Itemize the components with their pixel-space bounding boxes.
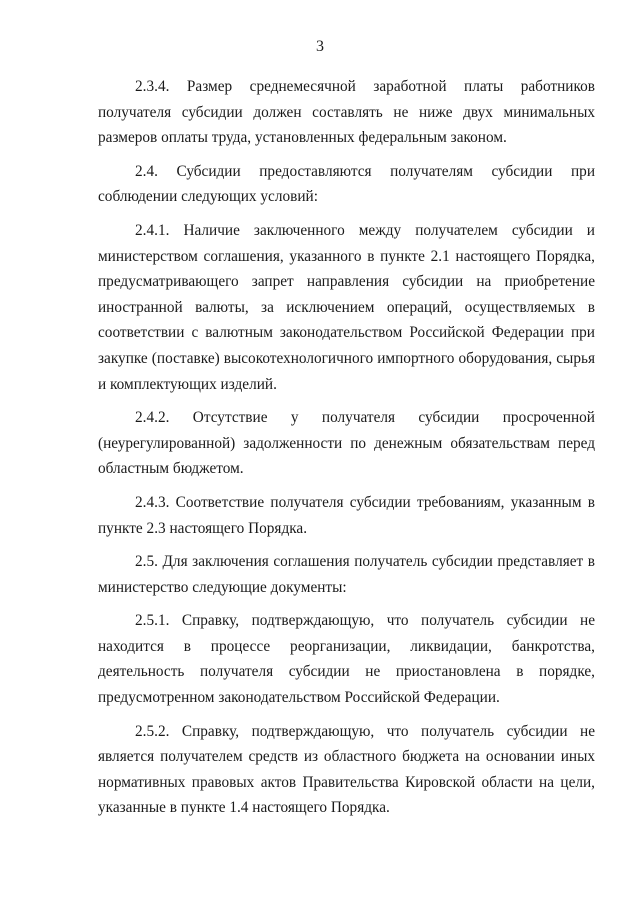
paragraph-2-4-3: 2.4.3. Соответствие получателя субсидии требованиям, указанным в пункте 2.3 настоящего Порядка. [98, 493, 595, 537]
paragraph-2-4-2: 2.4.2. Отсутствие у получателя субсидии просроченной (неурегулированной) задолженности по денежным обязательствам перед областным бюджетом. [98, 409, 595, 478]
paragraph-2-5-2: 2.5.2. Справку, подтверждающую, что получатель субсидии не является получателем средств из областного бюджета на основании иных нормативных правовых актов Правительства Кировской области на цели, указанные в пункте 1.4 настоящего Порядка. [98, 722, 595, 817]
paragraph-2-4: 2.4. Субсидии предоставляются получателям субсидии при соблюдении следующих условий: [98, 162, 595, 206]
paragraph-2-4-1: 2.4.1. Наличие заключенного между получателем субсидии и министерством соглашения, указанного в пункте 2.1 настоящего Порядка, предусматривающего запрет направления субсидии на приобретение иностранной валюты, за исключением операций, осуществляемых в соответствии с валютным законодательством Российской Федерации при закупке (поставке) высокотехнологичного импортного оборудования, сырья и комплектующих изделий. [98, 221, 595, 393]
paragraph-2-5-1: 2.5.1. Справку, подтверждающую, что получатель субсидии не находится в процессе реорганизации, ликвидации, банкротства, деятельность получателя субсидии не приостановлена в порядке, предусмотренном законодательством Российской Федерации. [98, 612, 595, 707]
page-number: 3 [316, 38, 324, 55]
paragraph-2-3-4: 2.3.4. Размер среднемесячной заработной платы работников получателя субсидии должен составлять не ниже двух минимальных размеров оплаты труда, установленных федеральным законом. [98, 78, 595, 147]
document-body [98, 74, 595, 829]
paragraph-2-5: 2.5. Для заключения соглашения получатель субсидии представляет в министерство следующие документы: [98, 553, 595, 596]
